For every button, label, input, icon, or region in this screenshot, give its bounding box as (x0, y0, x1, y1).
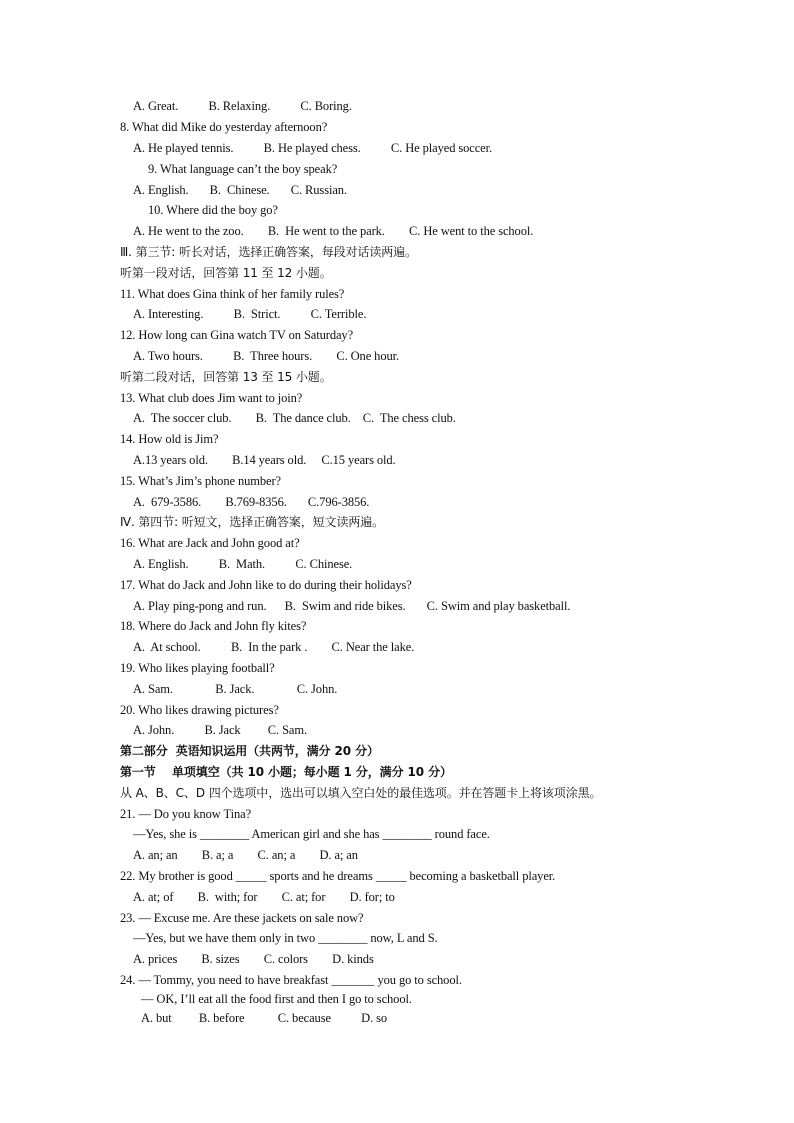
text-line: 12. How long can Gina watch TV on Saturday? (120, 328, 354, 342)
text-line: A. 679-3586. B.769-8356. C.796-3856. (133, 495, 370, 509)
text-line: 22. My brother is good _____ sports and he dreams _____ becoming a basketball player. (120, 869, 556, 883)
text-line: 听第二段对话，回答第 13 至 15 小题。 (120, 370, 332, 384)
text-line: 第一节 单项填空（共 10 小题；每小题 1 分，满分 10 分） (120, 765, 452, 779)
text-line: —Yes, she is ________ American girl and she has ________ round face. (133, 827, 490, 841)
text-line: A. English. B. Math. C. Chinese. (133, 557, 353, 571)
text-line: A. John. B. Jack C. Sam. (133, 723, 308, 737)
text-line: 19. Who likes playing football? (120, 661, 275, 675)
text-line: 23. — Excuse me. Are these jackets on sale now? (120, 911, 364, 925)
text-line: 14. How old is Jim? (120, 432, 219, 446)
text-line: 听第一段对话，回答第 11 至 12 小题。 (120, 266, 332, 280)
text-line: 17. What do Jack and John like to do during their holidays? (120, 578, 412, 592)
text-line: 21. — Do you know Tina? (120, 807, 252, 821)
text-line: Ⅳ. 第四节: 听短文，选择正确答案，短文读两遍。 (120, 515, 385, 529)
text-line: A. prices B. sizes C. colors D. kinds (133, 952, 374, 966)
text-line: Ⅲ. 第三节: 听长对话，选择正确答案，每段对话读两遍。 (120, 245, 417, 259)
text-line: A. Two hours. B. Three hours. C. One hour. (133, 349, 400, 363)
text-line: 24. — Tommy, you need to have breakfast _______ you go to school. (120, 973, 462, 987)
text-line: —Yes, but we have them only in two ________ now, L and S. (133, 931, 438, 945)
text-line: A.13 years old. B.14 years old. C.15 years old. (133, 453, 396, 467)
text-line: 10. Where did the boy go? (148, 203, 278, 217)
text-line: 11. What does Gina think of her family rules? (120, 287, 345, 301)
text-line: A. Great. B. Relaxing. C. Boring. (133, 99, 352, 113)
text-line: 20. Who likes drawing pictures? (120, 703, 279, 717)
text-line: A. at; of B. with; for C. at; for D. for; to (133, 890, 395, 904)
text-line: A. Interesting. B. Strict. C. Terrible. (133, 307, 367, 321)
text-line: 8. What did Mike do yesterday afternoon? (120, 120, 328, 134)
text-line: 18. Where do Jack and John fly kites? (120, 619, 307, 633)
text-line: A. Sam. B. Jack. C. John. (133, 682, 338, 696)
text-line: A. English. B. Chinese. C. Russian. (133, 183, 347, 197)
text-line: 从 A、B、C、D 四个选项中，选出可以填入空白处的最佳选项。并在答题卡上将该项涂黑。 (120, 786, 602, 800)
text-line: 15. What’s Jim’s phone number? (120, 474, 281, 488)
text-line: 9. What language can’t the boy speak? (148, 162, 338, 176)
text-line: 16. What are Jack and John good at? (120, 536, 300, 550)
text-line: A. At school. B. In the park . C. Near the lake. (133, 640, 415, 654)
text-line: — OK, I’ll eat all the food first and then I go to school. (141, 992, 412, 1006)
text-line: A. He played tennis. B. He played chess. C. He played soccer. (133, 141, 493, 155)
text-line: A. Play ping-pong and run. B. Swim and ride bikes. C. Swim and play basketball. (133, 599, 571, 613)
text-line: A. He went to the zoo. B. He went to the park. C. He went to the school. (133, 224, 534, 238)
text-line: 第二部分 英语知识运用（共两节，满分 20 分） (120, 744, 379, 758)
text-line: A. but B. before C. because D. so (141, 1011, 388, 1025)
text-line: 13. What club does Jim want to join? (120, 391, 303, 405)
text-line: A. The soccer club. B. The dance club. C. The chess club. (133, 411, 456, 425)
text-line: A. an; an B. a; a C. an; a D. a; an (133, 848, 358, 862)
